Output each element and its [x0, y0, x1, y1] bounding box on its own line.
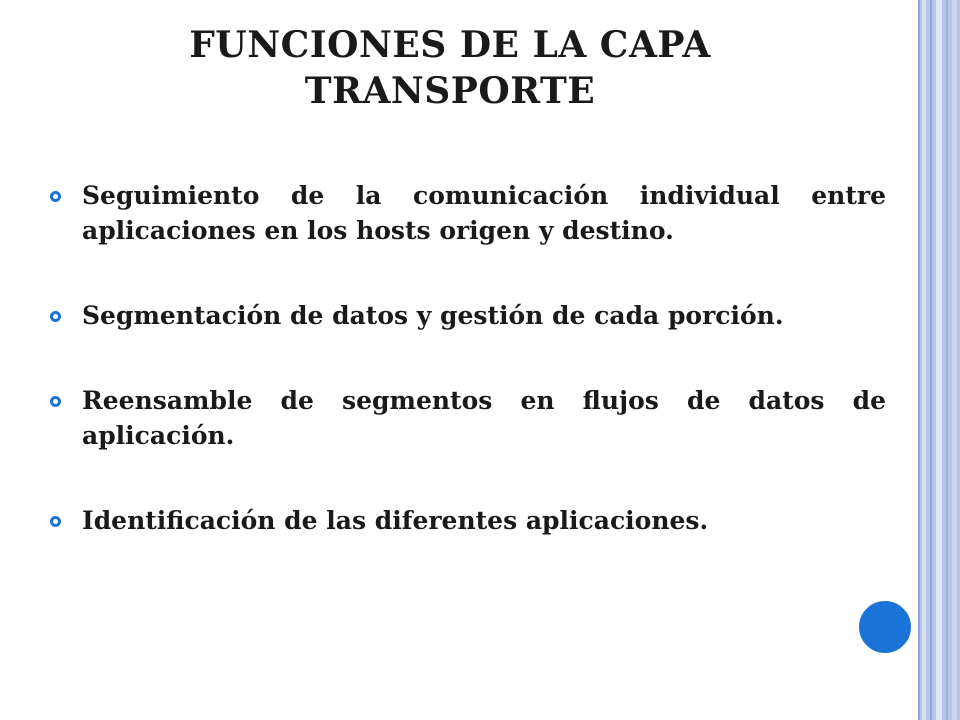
bullet-text: Segmentación de datos y gestión de cada porción.: [82, 301, 784, 330]
slide-title: FUNCIONES DE LA CAPA TRANSPORTE: [189, 24, 711, 112]
bullet-text: Reensamble de segmentos en flujos de datos de aplicación.: [82, 386, 886, 450]
decorative-stripe: [930, 0, 932, 720]
bullet-text: Seguimiento de la comunicación individual entre aplicaciones en los hosts origen y destino.: [82, 181, 886, 245]
decorative-stripe: [952, 0, 957, 720]
circle-outline-icon: [50, 516, 61, 527]
decorative-stripe: [936, 0, 942, 720]
bullet-item: [50, 298, 886, 333]
decorative-stripe: [946, 0, 948, 720]
bullet-item: [50, 503, 886, 538]
circle-outline-icon: [50, 396, 61, 407]
bullet-item: [50, 383, 886, 453]
bullet-list: [50, 178, 886, 588]
decorative-circle: [856, 598, 914, 656]
decorative-stripe: [918, 0, 920, 720]
bullet-item: [50, 178, 886, 248]
circle-outline-icon: [50, 191, 61, 202]
decorative-stripe: [922, 0, 926, 720]
circle-outline-icon: [50, 311, 61, 322]
bullet-text: Identificación de las diferentes aplicaciones.: [82, 506, 709, 535]
